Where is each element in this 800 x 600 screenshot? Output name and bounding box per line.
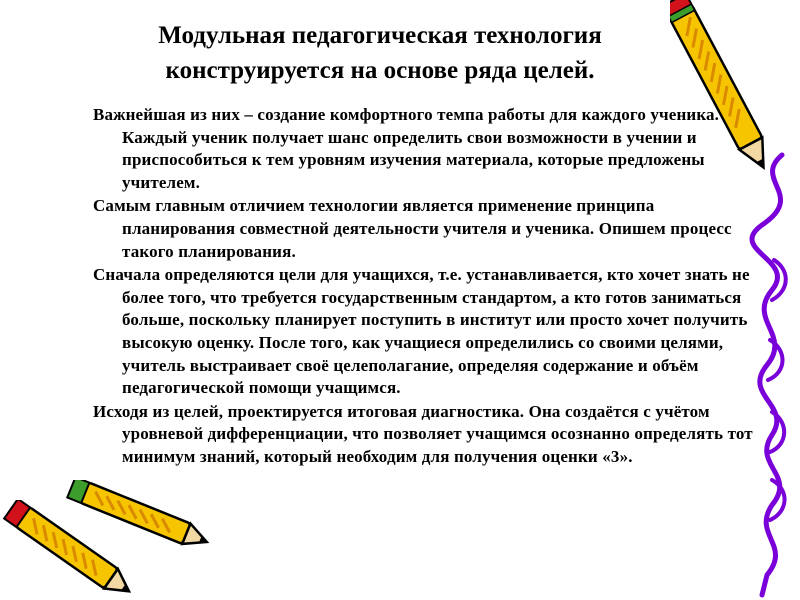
paragraph-4: Исходя из целей, проектируется итоговая диагностика. Она создаётся с учётом уровневой дифференциации, что позволяет учащимся осознанно определять тот минимум знаний, который необходим для получения оценки «3». (93, 401, 753, 466)
slide-title (60, 18, 700, 88)
paragraph-2: Самым главным отличием технологии является применение принципа планирования совместной деятельности учителя и ученика. Опишем процесс такого планирования. (93, 196, 732, 261)
slide-body (93, 104, 763, 470)
squiggle-icon (712, 150, 800, 600)
paragraph-3: Сначала определяются цели для учащихся, т.е. устанавливается, кто хочет знать не более того, что требуется государственным стандартом, а кто готов заниматься больше, поскольку планирует поступить в институт или просто хочет получить высокую оценку. После того, как учащиеся определились со своими целями, учитель выстраивает своё целеполагание, определяя содержание и объём педагогической помощи учащимся. (93, 265, 750, 398)
title-line-2: конструируется на основе ряда целей. (165, 57, 595, 84)
paragraph-1: Важнейшая из них – создание комфортного темпа работы для каждого ученика. Каждый ученик получает шанс определить свои возможности в учении и приспособиться к тем уровням изучения материала, которые предложены учителем. (93, 105, 720, 192)
pencil-icon (0, 500, 140, 600)
title-line-1: Модульная педагогическая технология (158, 22, 602, 49)
